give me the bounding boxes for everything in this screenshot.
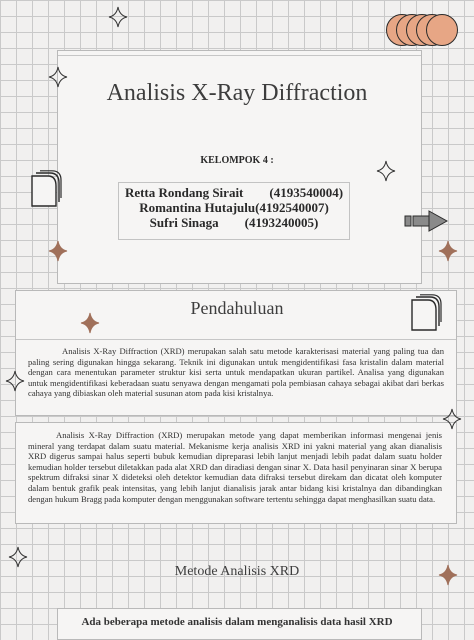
- arrow-right-icon: [404, 210, 448, 232]
- methods-intro-text: Ada beberapa metode analisis dalam menganalisis data hasil XRD: [81, 616, 393, 628]
- group-label: KELOMPOK 4 :: [200, 155, 274, 166]
- sparkle-icon: [5, 370, 25, 392]
- intro-paragraph: Analisis X-Ray Diffraction (XRD) merupakan salah satu metode karakterisasi material yang paling tua dan paling sering digunakan hingga sekarang. Teknik ini digunakan untuk mengidentifikasi fasa kristalin dalam material dengan cara menentukan parameter struktur kisi serta untuk mendapatkan ukuran partikel. Analisa yang digunakan untuk mengidentifikasi keberadaan suatu senyawa dengan mengamati pola pembiasan cahaya sebagai akibat dari berkas cahaya yang dibiaskan oleh material susunan atom pada kisi kristalnya.: [28, 346, 444, 399]
- xrd-mechanism-paragraph: Analisis X-Ray Diffraction (XRD) merupakan metode yang dapat memberikan informasi mengenai jenis mineral yang terdapat dalam suatu material. Mekanisme kerja analisis XRD ini yakni material yang akan dianalisis XRD digerus sampai halus seperti bubuk kemudian dipreparasi lebih lanjut menjadi lebih padat dalam suatu holder kemudian holder tersebut diletakkan pada alat XRD dan diradiasi dengan sinar X. Data hasil penyinaran sinar X berupa spektrum difraksi sinar X dideteksi oleh detektor kemudian data difraksi tersebut direkam dan dicatat oleh komputer dalam bentuk grafik peak intensitas, yang lebih lanjut dianalisis jarak antar bidang kisi kristalnya dan dibandingkan dengan hukum Bragg pada komputer dengan menggunakan software tertentu sehingga dapat menghasilkan suatu data.: [28, 430, 442, 504]
- sparkle-icon: [442, 408, 462, 430]
- member-name: Sufri Sinaga (4193240005): [149, 215, 319, 230]
- panel-stripe: [58, 55, 421, 56]
- section-heading-pendahuluan: Pendahuluan: [190, 298, 284, 318]
- panel-stripe: [16, 339, 456, 340]
- member-list: [118, 182, 350, 240]
- section-heading-metode: Metode Analisis XRD: [174, 564, 300, 579]
- sparkle-icon: [108, 6, 128, 28]
- overlapping-circles-icon: [386, 14, 466, 54]
- folded-page-icon: [28, 170, 62, 210]
- member-name: Retta Rondang Sirait (4193540004): [124, 185, 344, 200]
- member-name: Romantina Hutajulu(4192540007): [139, 200, 329, 215]
- slide-title: Analisis X-Ray Diffraction: [106, 80, 368, 106]
- sparkle-icon: [438, 240, 458, 262]
- sparkle-icon: [48, 240, 68, 262]
